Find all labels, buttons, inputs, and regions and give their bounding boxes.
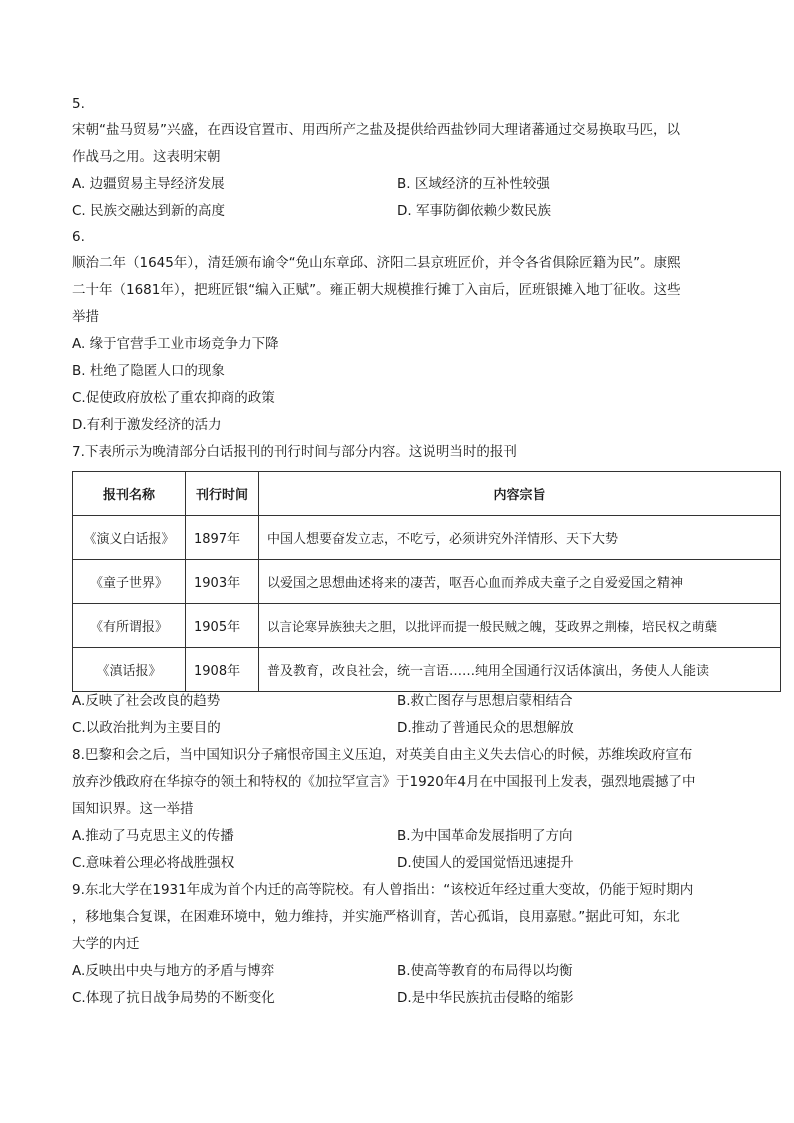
table-cell-name: 《童子世界》 xyxy=(73,560,186,604)
q9-stem-line-3: 大学的内迁 xyxy=(72,936,140,952)
table-cell-content: 以言论寒异族独夫之胆，以批评而提一般民贼之魄，芟政界之荆榛，培民权之萌蘖 xyxy=(259,604,781,648)
q6-stem-line-3: 举措 xyxy=(72,309,99,325)
table-cell-content: 中国人想要奋发立志，不吃亏，必须讲究外洋情形、天下大势 xyxy=(259,516,781,560)
q6-stem-line-1: 顺治二年（1645年），清廷颁布谕令“免山东章邱、济阳二县京班匠价，并令各省俱除匠籍为民”。康熙 xyxy=(72,255,681,271)
q9-option-b[interactable]: B.使高等教育的布局得以均衡 xyxy=(397,963,573,979)
q5-stem-line-2: 作战马之用。这表明宋朝 xyxy=(72,149,221,165)
q8-option-b[interactable]: B.为中国革命发展指明了方向 xyxy=(397,828,573,844)
q6-option-d[interactable]: D.有利于激发经济的活力 xyxy=(72,417,222,433)
table-row xyxy=(73,516,781,560)
table-cell-content: 普及教育，改良社会，统一言语……纯用全国通行汉话体演出，务使人人能读 xyxy=(259,648,781,692)
table-cell-time: 1908年 xyxy=(186,648,259,692)
table-cell-content: 以爱国之思想曲述将来的凄苦，呕吾心血而养成夫童子之自爱爱国之精神 xyxy=(259,560,781,604)
newspaper-table xyxy=(72,471,781,692)
q8-stem-line-3: 国知识界。这一举措 xyxy=(72,801,194,817)
header-content-aim: 内容宗旨 xyxy=(259,472,781,516)
q5-option-a[interactable]: A. 边疆贸易主导经济发展 xyxy=(72,176,225,192)
q8-option-d[interactable]: D.使国人的爱国觉悟迅速提升 xyxy=(397,855,574,871)
q6-option-c[interactable]: C.促使政府放松了重农抑商的政策 xyxy=(72,390,275,406)
table-row xyxy=(73,560,781,604)
q5-option-b[interactable]: B. 区域经济的互补性较强 xyxy=(397,176,550,192)
header-publish-time: 刊行时间 xyxy=(186,472,259,516)
q7-stem: 7.下表所示为晚清部分白话报刊的刊行时间与部分内容。这说明当时的报刊 xyxy=(72,444,517,460)
q6-number: 6. xyxy=(72,229,85,245)
q7-option-d[interactable]: D.推动了普通民众的思想解放 xyxy=(397,720,574,736)
table-cell-time: 1897年 xyxy=(186,516,259,560)
q5-option-c[interactable]: C. 民族交融达到新的高度 xyxy=(72,203,226,219)
q6-stem-line-2: 二十年（1681年），把班匠银“编入正赋”。雍正朝大规模推行摊丁入亩后，匠班银摊入地丁征收。这些 xyxy=(72,282,681,298)
q5-option-d[interactable]: D. 军事防御依赖少数民族 xyxy=(397,203,551,219)
q8-stem-line-1: 8.巴黎和会之后，当中国知识分子痛恨帝国主义压迫，对英美自由主义失去信心的时候，苏维埃政府宣布 xyxy=(72,747,693,763)
table-cell-name: 《演义白话报》 xyxy=(73,516,186,560)
q5-number: 5. xyxy=(72,96,85,112)
header-newspaper-name: 报刊名称 xyxy=(73,472,186,516)
q7-option-c[interactable]: C.以政治批判为主要目的 xyxy=(72,720,221,736)
table-row xyxy=(73,604,781,648)
table-cell-name: 《有所谓报》 xyxy=(73,604,186,648)
table-cell-time: 1905年 xyxy=(186,604,259,648)
table-row xyxy=(73,648,781,692)
q5-stem-line-1: 宋朝“盐马贸易”兴盛，在西设官置市、用西所产之盐及提供给西盐钞同大理诸蕃通过交易换取马匹，以 xyxy=(72,122,680,138)
q7-option-b[interactable]: B.救亡图存与思想启蒙相结合 xyxy=(397,693,573,709)
q9-stem-line-2: ，移地集合复课，在困难环境中，勉力维持，并实施严格训育，苦心孤诣，良用嘉慰。”据此可知，东北 xyxy=(72,909,680,925)
q6-option-b[interactable]: B. 杜绝了隐匿人口的现象 xyxy=(72,363,225,379)
q9-option-d[interactable]: D.是中华民族抗击侵略的缩影 xyxy=(397,990,574,1006)
q9-option-a[interactable]: A.反映出中央与地方的矛盾与博弈 xyxy=(72,963,275,979)
q7-option-a[interactable]: A.反映了社会改良的趋势 xyxy=(72,693,221,709)
table-cell-name: 《滇话报》 xyxy=(73,648,186,692)
q9-option-c[interactable]: C.体现了抗日战争局势的不断变化 xyxy=(72,990,275,1006)
q8-stem-line-2: 放弃沙俄政府在华掠夺的领土和特权的《加拉罕宣言》于1920年4月在中国报刊上发表，强烈地震撼了中 xyxy=(72,774,696,790)
q9-stem-line-1: 9.东北大学在1931年成为首个内迁的高等院校。有人曾指出：“该校近年经过重大变故，仍能于短时期内 xyxy=(72,882,694,898)
q8-option-c[interactable]: C.意味着公理必将战胜强权 xyxy=(72,855,235,871)
table-cell-time: 1903年 xyxy=(186,560,259,604)
table-header-row xyxy=(73,472,781,516)
q8-option-a[interactable]: A.推动了马克思主义的传播 xyxy=(72,828,234,844)
q6-option-a[interactable]: A. 缘于官营手工业市场竞争力下降 xyxy=(72,336,279,352)
